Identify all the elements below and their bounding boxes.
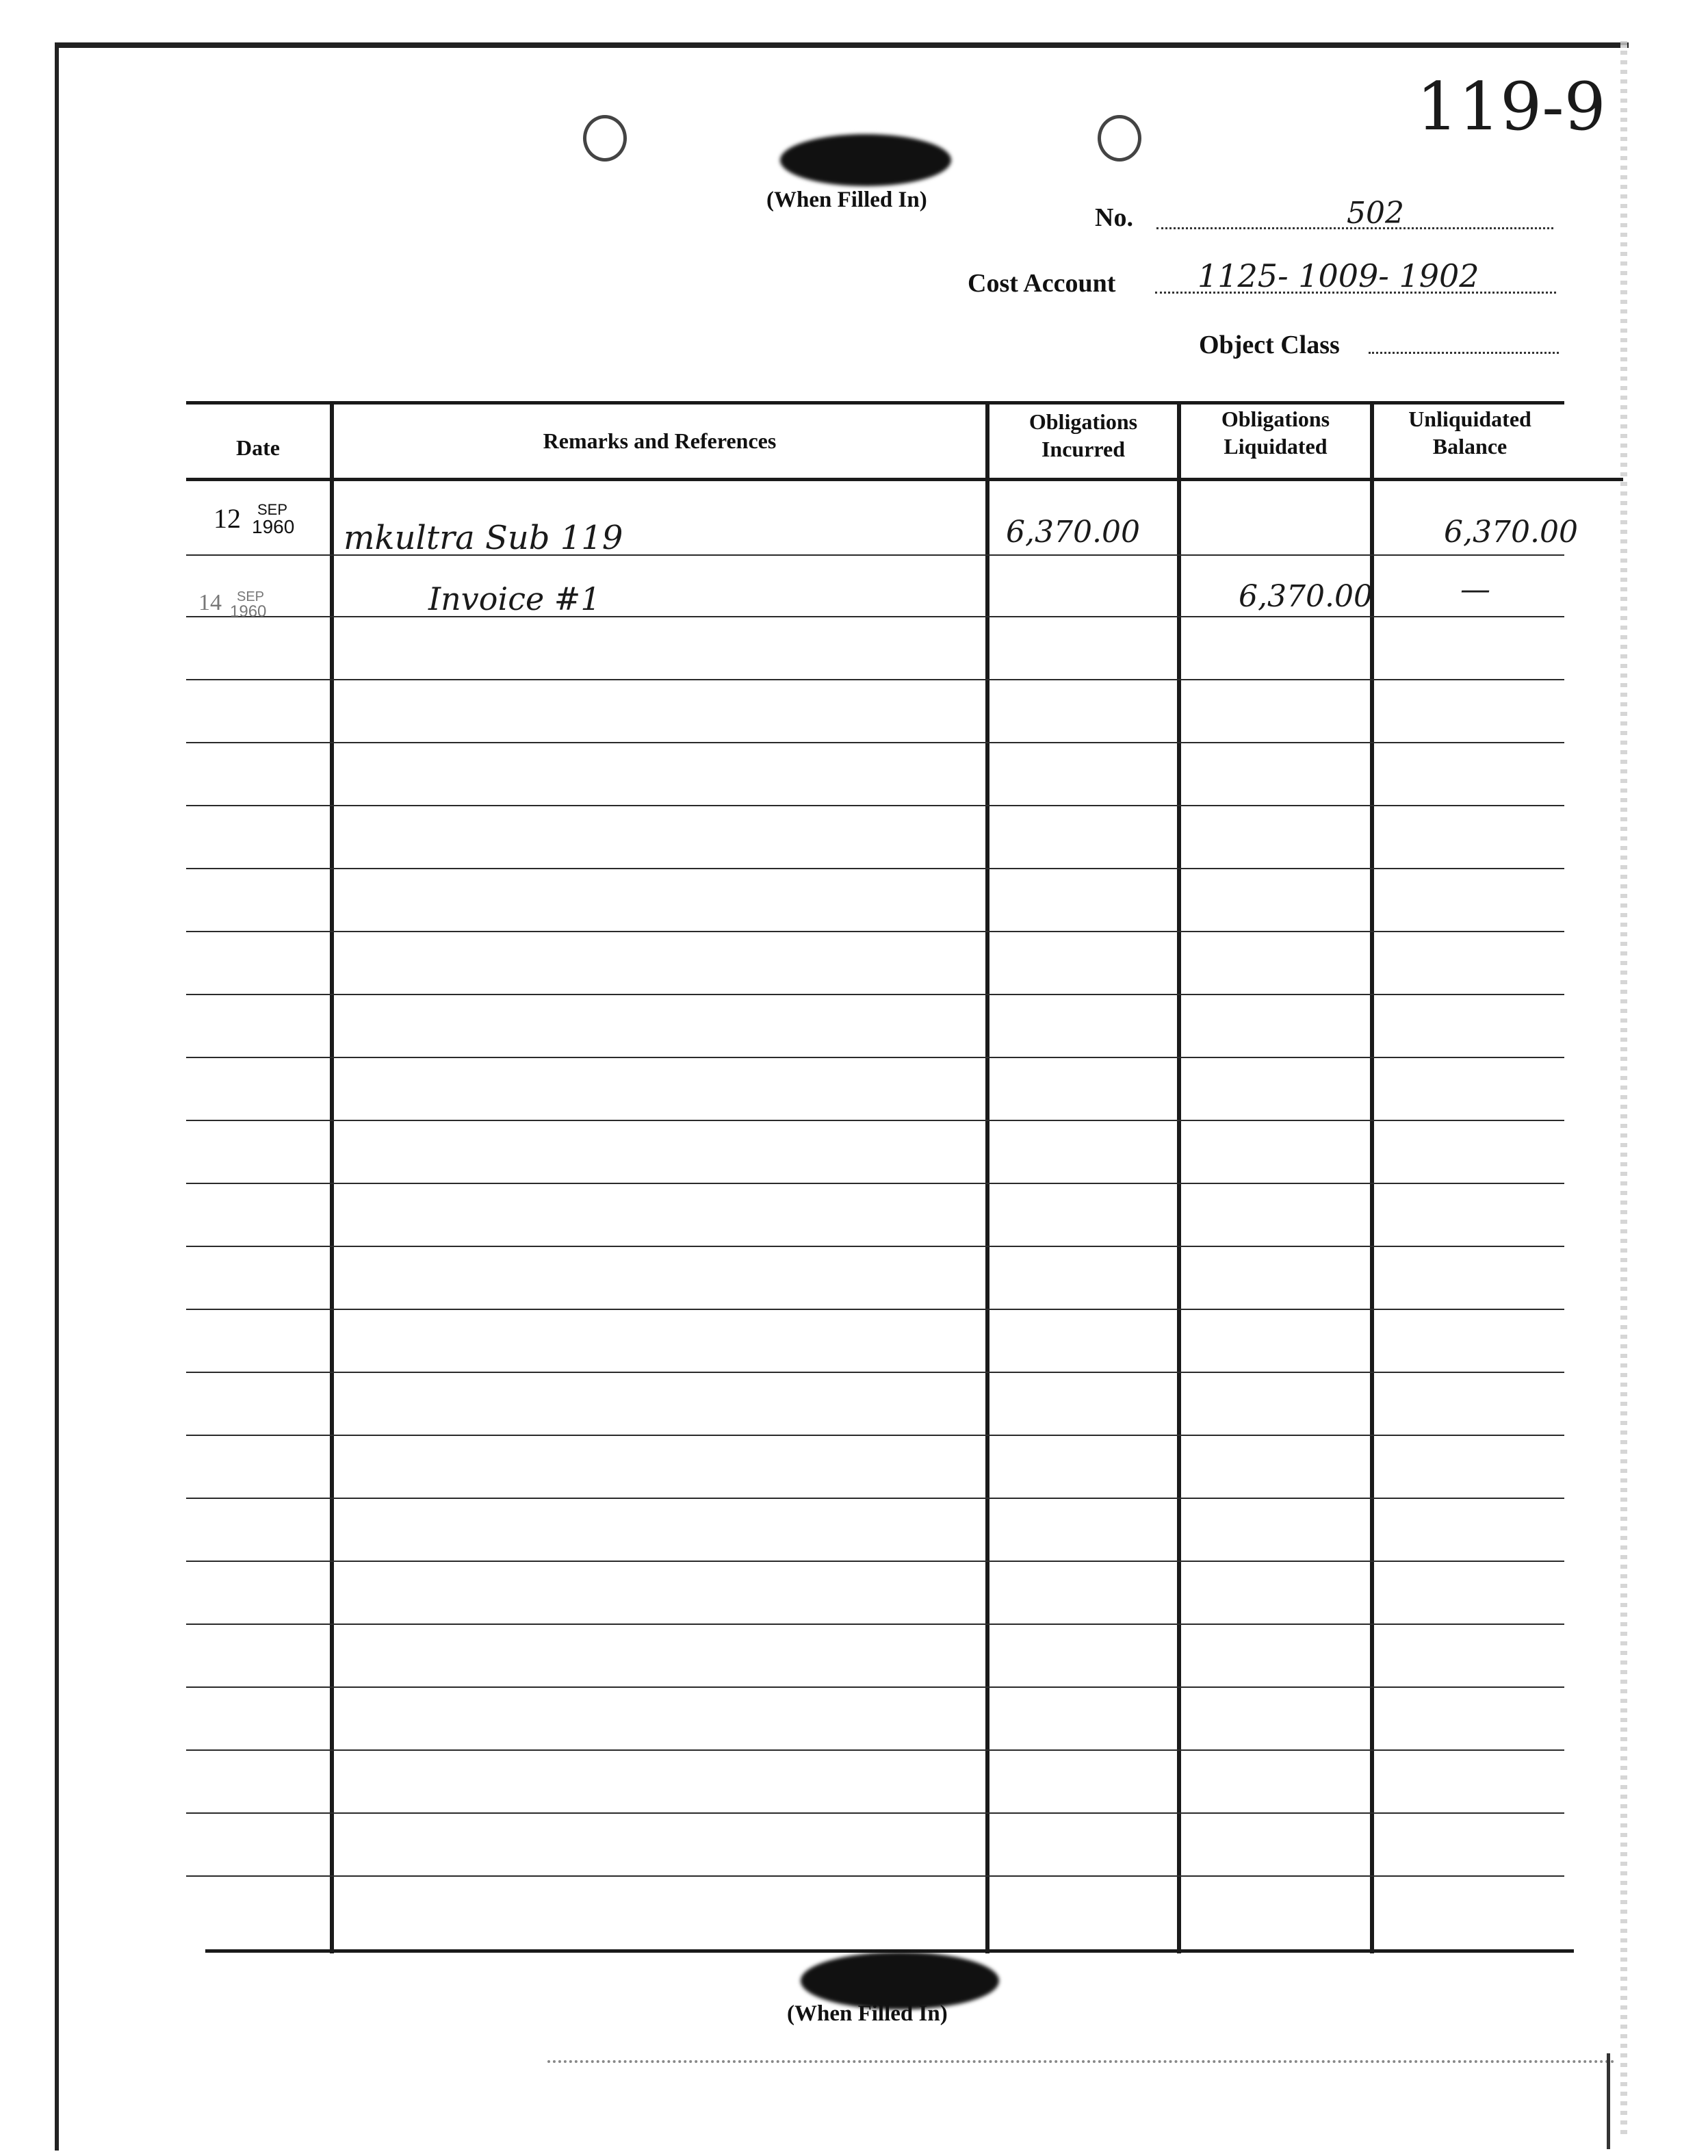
object-class-field-line <box>1369 352 1559 354</box>
row-line <box>186 1498 1564 1499</box>
row-1-year: 1960 <box>252 516 295 537</box>
table-row-1-incurred: 6,370.00 <box>1006 515 1140 550</box>
row-1-month-year <box>252 502 293 537</box>
row-2-year: 1960 <box>230 602 267 621</box>
cost-account-label: Cost Account <box>968 269 1116 298</box>
row-line <box>186 1057 1564 1058</box>
col-header-balance-line1: Unliquidated <box>1408 407 1531 431</box>
number-value: 502 <box>1347 196 1404 231</box>
bottom-edge-artifact <box>547 2060 1615 2063</box>
table-row-1-date <box>214 501 295 537</box>
row-2-month: SEP <box>236 589 265 604</box>
left-border <box>55 42 59 2151</box>
table-top-border <box>186 401 1564 405</box>
table-row-2-liquidated: 6,370.00 <box>1239 579 1373 614</box>
row-line <box>186 1309 1564 1310</box>
row-2-day: 14 <box>198 590 222 615</box>
redaction-mark-top <box>780 134 951 186</box>
cost-account-value: 1125- 1009- 1902 <box>1198 257 1479 294</box>
row-line <box>186 1875 1564 1877</box>
table-row-1-balance: 6,370.00 <box>1444 515 1578 550</box>
col-header-obligations-liquidated <box>1181 405 1370 460</box>
page-reference: 119-9 <box>1416 68 1606 145</box>
column-divider-liquidated <box>1370 404 1374 1953</box>
row-line <box>186 1686 1564 1688</box>
col-header-incurred-line2: Incurred <box>1041 437 1126 461</box>
row-1-month: SEP <box>257 501 288 518</box>
row-line <box>186 1435 1564 1436</box>
row-line <box>186 805 1564 806</box>
column-divider-incurred <box>1177 404 1181 1953</box>
table-row-2-balance: — <box>1460 572 1490 607</box>
punch-hole-right <box>1098 115 1141 162</box>
row-2-month-year <box>230 590 271 620</box>
col-header-liquidated-line2: Liquidated <box>1224 434 1328 459</box>
row-1-day: 12 <box>214 503 241 534</box>
row-line <box>186 994 1564 995</box>
table-header-border <box>186 478 1623 481</box>
col-header-incurred-line1: Obligations <box>1028 409 1138 434</box>
table-row-1-remarks: mkultra Sub 119 <box>344 519 623 557</box>
row-line <box>186 1749 1564 1751</box>
row-line <box>186 1120 1564 1121</box>
object-class-label: Object Class <box>1199 331 1340 359</box>
table-row-2-remarks: Invoice #1 <box>428 580 601 617</box>
column-divider-date <box>330 404 334 1953</box>
when-filled-in-top: (When Filled In) <box>766 188 927 212</box>
bottom-right-edge-mark <box>1601 2053 1610 2149</box>
punch-hole-left <box>583 115 627 162</box>
number-label: No. <box>1095 203 1133 232</box>
col-header-obligations-incurred <box>989 408 1177 463</box>
row-line <box>186 1812 1564 1814</box>
row-line <box>186 1624 1564 1625</box>
row-line <box>186 868 1564 869</box>
row-line <box>186 1372 1564 1373</box>
row-line <box>186 679 1564 680</box>
row-line <box>186 742 1564 743</box>
row-line <box>186 1246 1564 1247</box>
right-edge-shadow <box>1620 41 1627 2135</box>
top-border <box>55 42 1629 48</box>
col-header-liquidated-line1: Obligations <box>1221 407 1330 431</box>
col-header-unliquidated-balance <box>1374 405 1566 460</box>
table-row-2-date <box>198 589 267 621</box>
col-header-remarks: Remarks and References <box>543 428 777 453</box>
when-filled-in-bottom: (When Filled In) <box>787 2001 948 2026</box>
row-line <box>186 931 1564 932</box>
row-line <box>186 616 1564 617</box>
col-header-balance-line2: Balance <box>1432 434 1508 459</box>
row-line <box>186 1183 1564 1184</box>
column-divider-remarks <box>985 404 989 1953</box>
row-line <box>186 1561 1564 1562</box>
col-header-date: Date <box>236 435 280 460</box>
